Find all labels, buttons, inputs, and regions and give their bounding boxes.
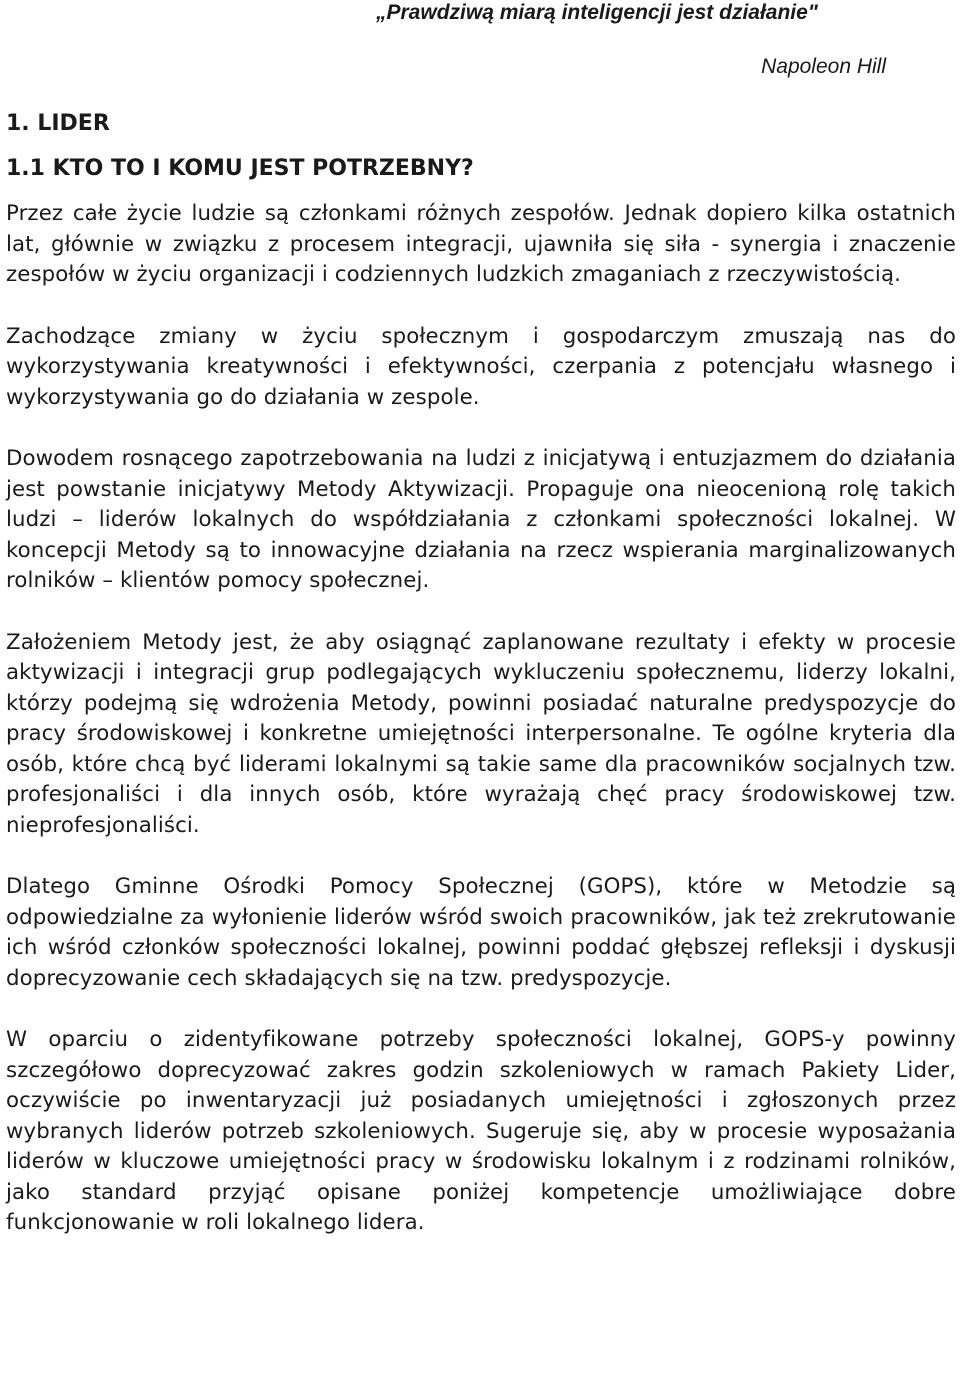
paragraph-4: Założeniem Metody jest, że aby osiągnąć zaplanowane rezultaty i efekty w procesie aktywizacji i integracji grup podlegających wykluczeniu społecznemu, liderzy lokalni, którzy podejmą się wdrożenia Metody, powinni posiadać naturalne predyspozycje do pracy środowiskowej i konkretne umiejętności interpersonalne. Te ogólne kryteria dla osób, które chcą być liderami lokalnymi są takie same dla pracowników socjalnych tzw. profesjonaliści i dla innych osób, które wyrażają chęć pracy środowiskowej tzw. nieprofesjonaliści. [6,629,956,838]
epigraph-quote: „Prawdziwą miarą inteligencji jest działanie" [376,1,818,24]
epigraph-author: Napoleon Hill [761,55,886,78]
chapter-heading: 1. LIDER [6,111,110,136]
paragraph-6: W oparciu o zidentyfikowane potrzeby społeczności lokalnej, GOPS-y powinny szczegółowo doprecyzować zakres godzin szkoleniowych w ramach Pakiety Lider, oczywiście po inwentaryzacji już posiadanych umiejętności i zgłoszonych przez wybranych liderów potrzeb szkoleniowych. Sugeruje się, aby w procesie wyposażania liderów w kluczowe umiejętności pracy w środowisku lokalnym i z rodzinami rolników, jako standard przyjąć opisane poniżej kompetencje umożliwiające dobre funkcjonowanie w roli lokalnego lidera. [6,1027,956,1235]
paragraph-3: Dowodem rosnącego zapotrzebowania na ludzi z inicjatywą i entuzjazmem do działania jest powstanie inicjatywy Metody Aktywizacji. Propaguje ona nieocenioną rolę takich ludzi – liderów lokalnych do współdziałania z członkami społeczności lokalnej. W koncepcji Metody są to innowacyjne działania na rzecz wspierania marginalizowanych rolników – klientów pomocy społecznej. [6,446,956,593]
section-heading: 1.1 KTO TO I KOMU JEST POTRZEBNY? [6,156,474,181]
paragraph-1: Przez całe życie ludzie są członkami różnych zespołów. Jednak dopiero kilka ostatnich lat, głównie w związku z procesem integracji, ujawniła się siła - synergia i znaczenie zespołów w życiu organizacji i codziennych ludzkich zmaganiach z rzeczywistością. [6,201,956,287]
paragraph-5: Dlatego Gminne Ośrodki Pomocy Społecznej (GOPS), które w Metodzie są odpowiedzialne za wyłonienie liderów wśród swoich pracowników, jak też zrekrutowanie ich wśród członków społeczności lokalnej, powinni poddać głębszej refleksji i dyskusji doprecyzowanie cech składających się na tzw. predyspozycje. [6,874,956,991]
paragraph-2: Zachodzące zmiany w życiu społecznym i gospodarczym zmuszają nas do wykorzystywania kreatywności i efektywności, czerpania z potencjału własnego i wykorzystywania go do działania w zespole. [6,323,956,410]
document-page [6,0,956,1395]
body-text [6,199,956,1270]
